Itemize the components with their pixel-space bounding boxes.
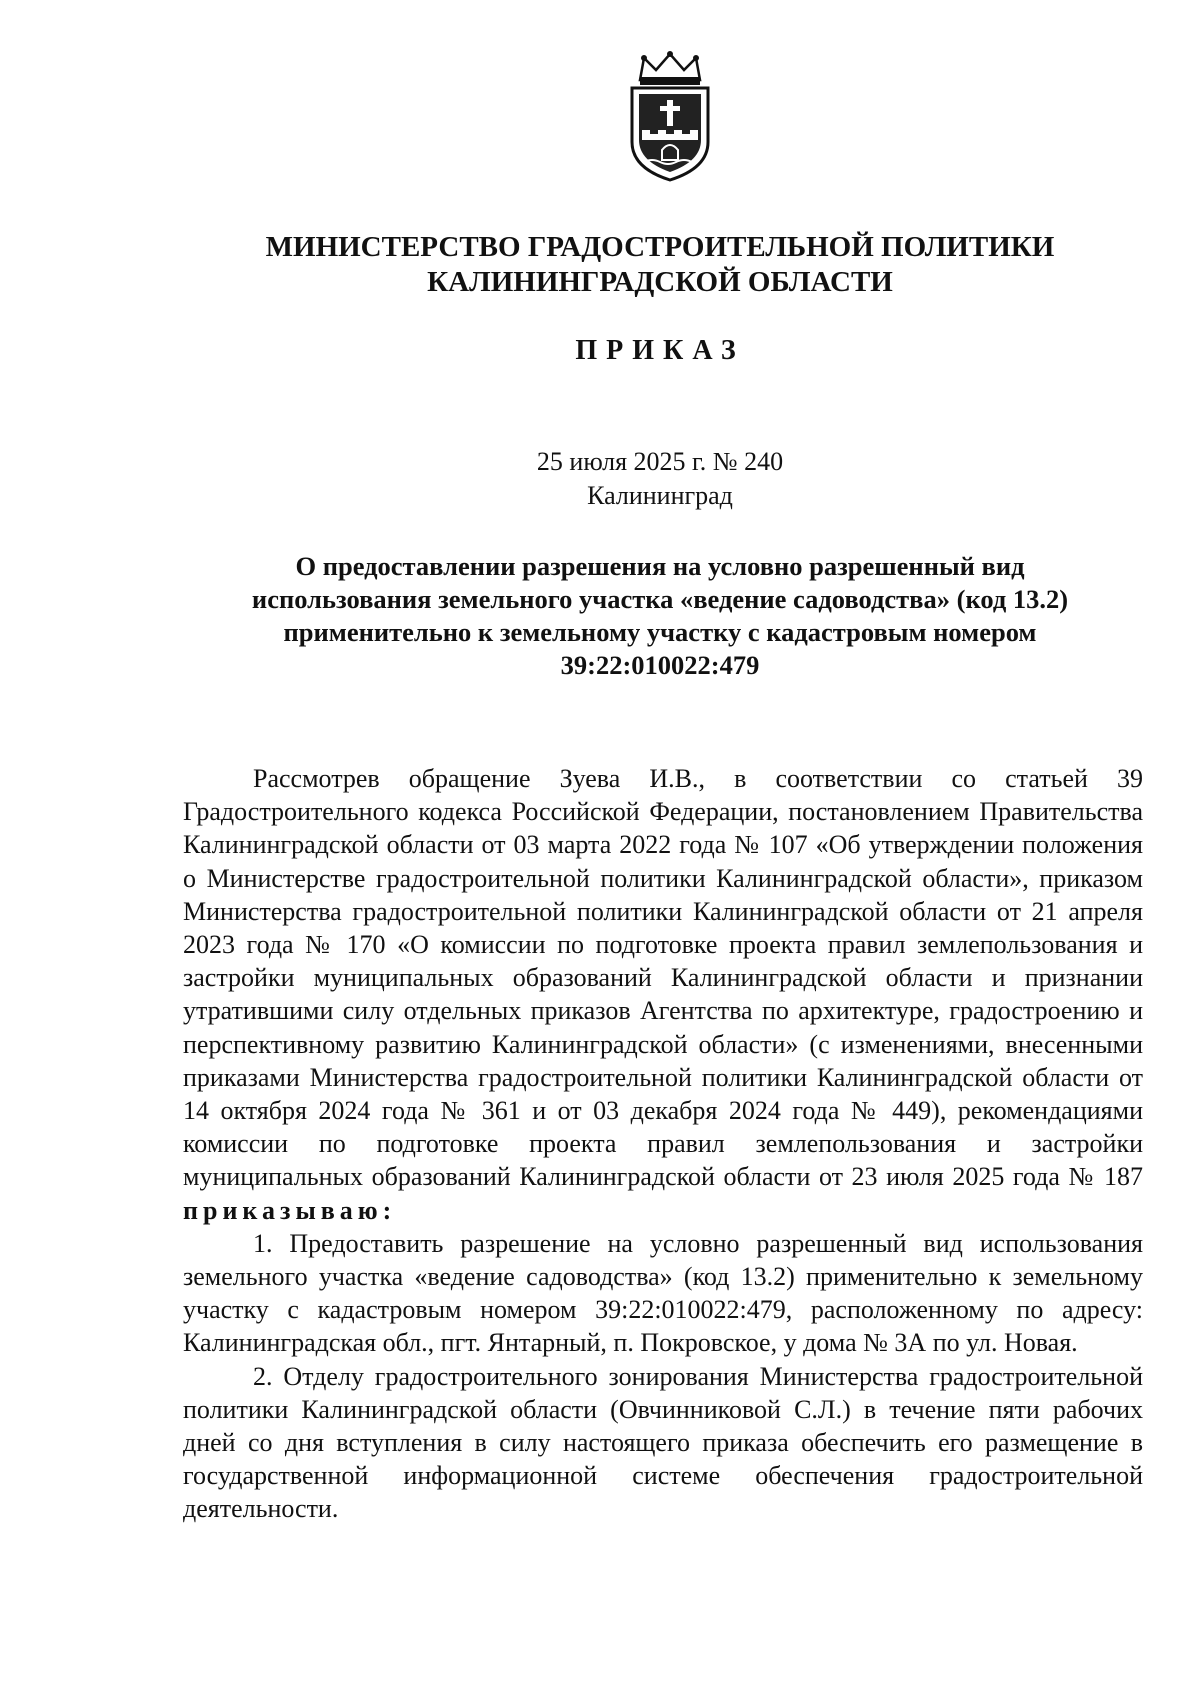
subject-line-4: 39:22:010022:479 [560,650,760,680]
date-and-number: 25 июля 2025 г. № 240 [536,447,784,476]
document-subject [160,550,1160,682]
subject-line-2: использования земельного участка «ведение садоводства» (код 13.2) [251,584,1069,614]
city: Калининград [587,481,733,510]
preamble-paragraph [183,762,1143,1227]
document-body [183,762,1143,1526]
subject-line-1: О предоставлении разрешения на условно разрешенный вид [295,551,1025,581]
order-word: приказываю: [183,1195,397,1225]
item-2: 2. Отделу градостроительного зонирования Министерства градостроительной политики Калининградской области (Овчинниковой С.Л.) в течение пяти рабочих дней со дня вступления в силу настоящего приказа обеспечить его размещение в государственной информационной системе обеспечения градостроительной деятельности. [183,1361,1143,1524]
coat-of-arms-icon [622,50,718,184]
ministry-line-1: МИНИСТЕРСТВО ГРАДОСТРОИТЕЛЬНОЙ ПОЛИТИКИ [265,231,1055,263]
preamble-text: Рассмотрев обращение Зуева И.В., в соответствии со статьей 39 Градостроительного кодекса Российской Федерации, постановлением Правительства Калининградской области от 03 марта 2022 года № 107 «Об утверждении положения о Министерстве градостроительной политики Калининградской области», приказом Министерства градостроительной политики Калининградской области от 21 апреля 2023 года № 170 «О комиссии по подготовке проекта правил землепользования и застройки муниципальных образований Калининградской области и признании утратившими силу отдельных приказов Агентства по архитектуре, градостроению и перспективному развитию Калининградской области» (с изменениями, внесенными приказами Министерства градостроительной политики Калининградской области от 14 октября 2024 года № 361 и от 03 декабря 2024 года № 449), рекомендациями комиссии по подготовке проекта правил землепользования и застройки муниципальных образований Калининградской области от 23 июля 2025 года № 187 [183,764,1143,1192]
subject-line-3: применительно к земельному участку с кадастровым номером [283,617,1037,647]
ministry-name [160,230,1160,300]
ministry-line-2: КАЛИНИНГРАДСКОЙ ОБЛАСТИ [427,266,893,298]
document-type: ПРИКАЗ [575,335,745,366]
document-meta [160,445,1160,513]
item-1: 1. Предоставить разрешение на условно разрешенный вид использования земельного участка «ведение садоводства» (код 13.2) применительно к земельному участку с кадастровым номером 39:22:010022:479, расположенному по адресу: Калининградская обл., пгт. Янтарный, п. Покровское, у дома № 3А по ул. Новая. [183,1228,1143,1358]
